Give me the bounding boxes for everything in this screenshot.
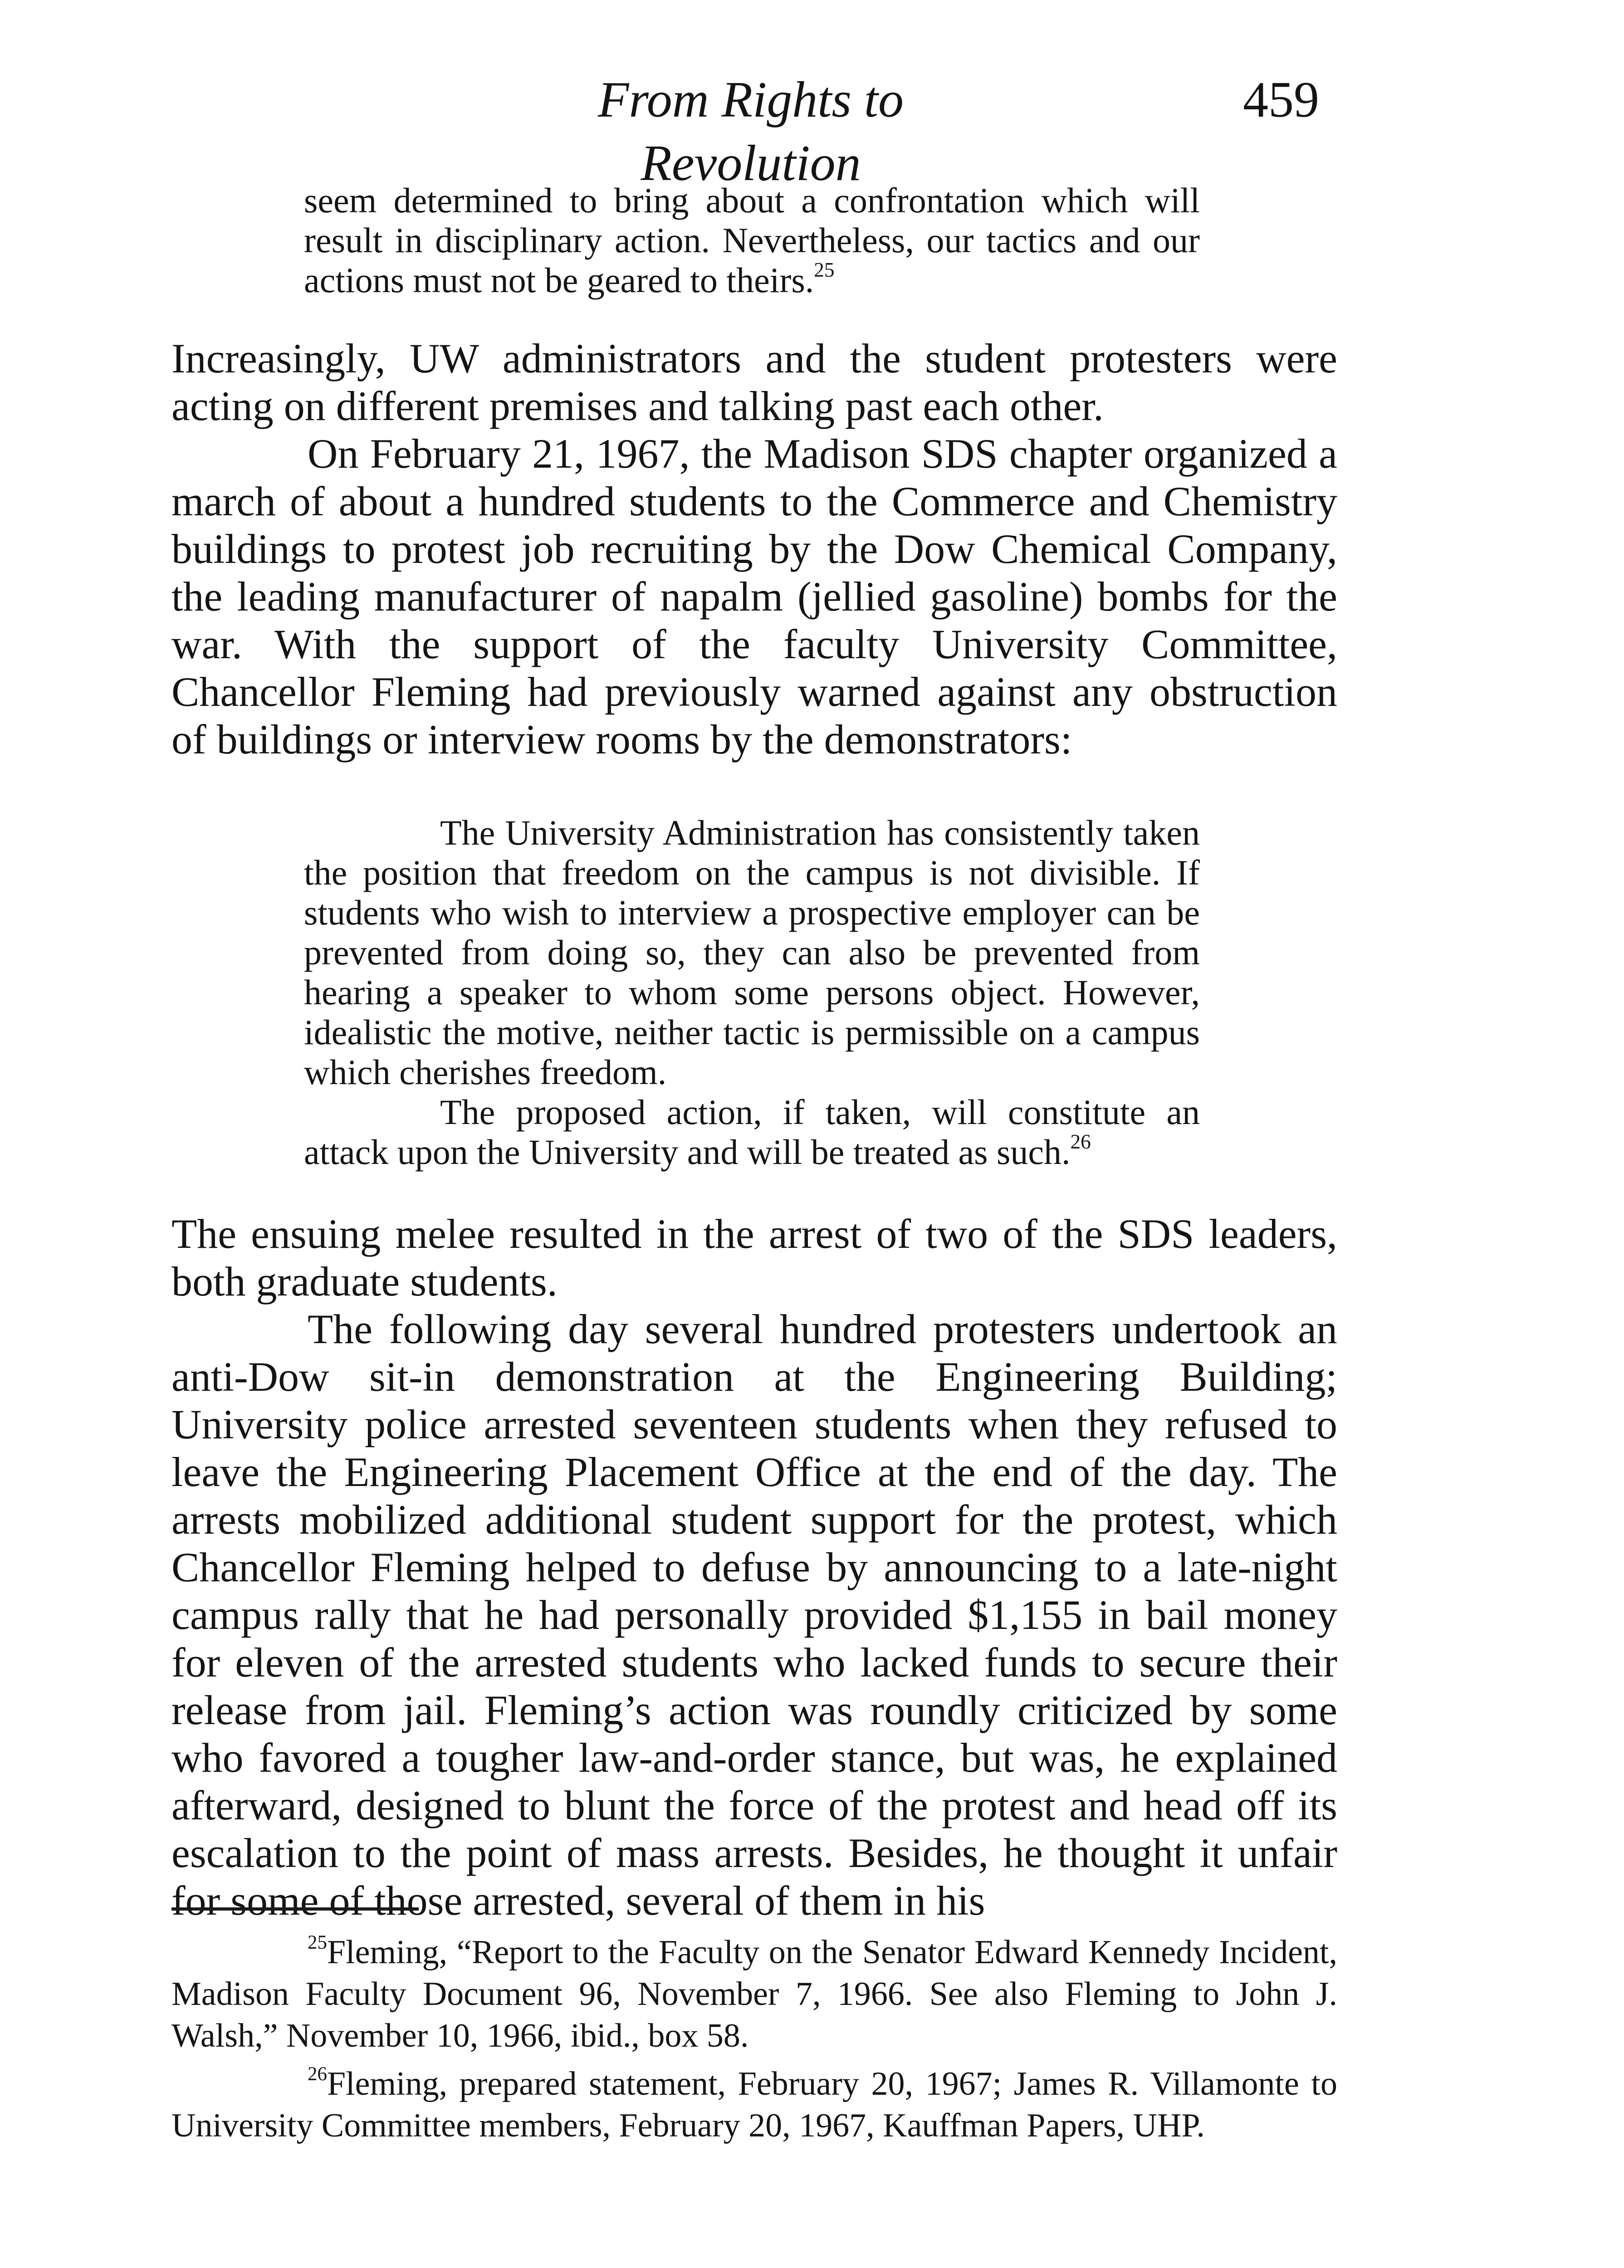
- footnote-divider: [171, 1907, 419, 1911]
- footnote-text: Fleming, “Report to the Faculty on the Senator Edward Kennedy Incident, Madison Faculty Document 96, November 7, 1966. See also Fleming to John J. Walsh,” November 10, 1966, ibid., box 58.: [171, 1934, 1337, 2054]
- page-number: 459: [1243, 72, 1319, 128]
- body-paragraph: The ensuing melee resulted in the arrest of two of the SDS leaders, both graduate students.: [171, 1211, 1337, 1305]
- footnote-26: [171, 2063, 1337, 2146]
- body-text-section-1: [171, 335, 1337, 763]
- quote-paragraph: The University Administration has consistently taken the position that freedom on the campus is not divisible. If students who wish to interview a prospective employer can be prevented from doing so, they can also be prevented from hearing a speaker to whom some persons object. However, idealistic the motive, neither tactic is permissible on a campus which cherishes freedom.: [304, 813, 1200, 1092]
- footnote-ref-25: 25: [814, 259, 835, 282]
- footnote-number: 25: [308, 1931, 327, 1953]
- quote-text: The proposed action, if taken, will constitute an attack upon the University and will be treated as such.: [304, 1092, 1200, 1172]
- footnote-number: 26: [308, 2063, 327, 2085]
- body-paragraph: The following day several hundred protesters undertook an anti-Dow sit-in demonstration at the Engineering Building; University police arrested seventeen students when they refused to leave the Engineering Placement Office at the end of the day. The arrests mobilized additional student support for the protest, which Chancellor Fleming helped to defuse by announcing to a late-night campus rally that he had personally provided $1,155 in bail money for eleven of the arrested students who lacked funds to secure their release from jail. Fleming’s action was roundly criticized by some who favored a tougher law-and-order stance, but was, he explained afterward, designed to blunt the force of the protest and head off its escalation to the point of mass arrests. Besides, he thought it unfair for some of those arrested, several of them in his: [171, 1306, 1337, 1924]
- quote-paragraph: [304, 181, 1200, 300]
- footnotes: [171, 1931, 1337, 2146]
- body-paragraph: On February 21, 1967, the Madison SDS chapter organized a march of about a hundred students to the Commerce and Chemistry buildings to protest job recruiting by the Dow Chemical Company, the leading manufacturer of napalm (jellied gasoline) bombs for the war. With the support of the faculty University Committee, Chancellor Fleming had previously warned against any obstruction of buildings or interview rooms by the demonstrators:: [171, 430, 1337, 763]
- footnote-text: Fleming, prepared statement, February 20, 1967; James R. Villamonte to University Committee members, February 20, 1967, Kauffman Papers, UHP.: [171, 2065, 1337, 2144]
- quote-paragraph: [304, 1092, 1200, 1172]
- footnote-25: [171, 1931, 1337, 2057]
- body-paragraph: Increasingly, UW administrators and the student protesters were acting on different premises and talking past each other.: [171, 335, 1337, 429]
- block-quote-fleming: [304, 813, 1200, 1172]
- quote-text: seem determined to bring about a confrontation which will result in disciplinary action. Nevertheless, our tactics and our actions must not be geared to theirs.: [304, 181, 1200, 300]
- body-text-section-2: [171, 1210, 1337, 1925]
- running-title: From Rights to Revolution: [597, 72, 904, 191]
- block-quote-continued: [304, 181, 1200, 300]
- footnote-ref-26: 26: [1070, 1130, 1091, 1154]
